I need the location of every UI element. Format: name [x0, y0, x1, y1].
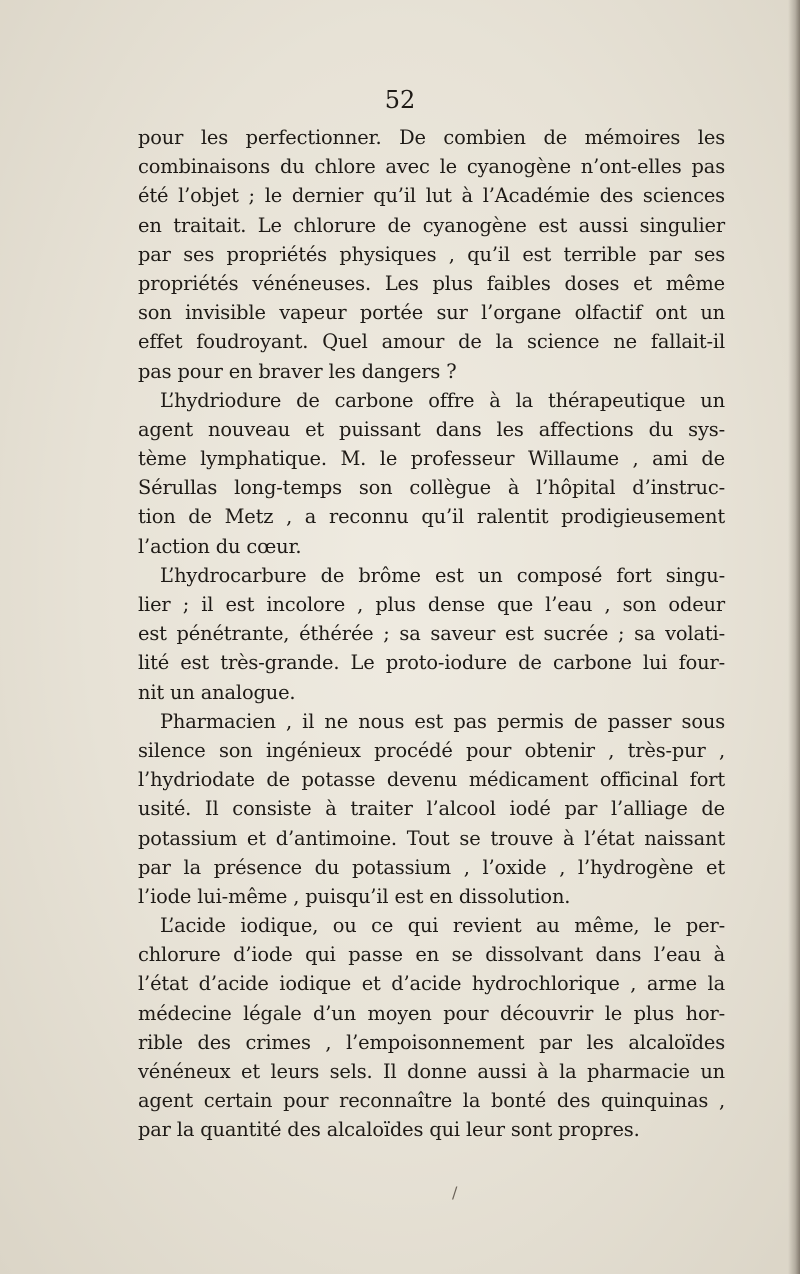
text-line: pas pour en braver les dangers ? — [138, 359, 457, 383]
text-line: tème lymphatique. M. le professeur Willaume , ami de — [138, 447, 725, 471]
text-line: l’état d’acide iodique et d’acide hydrochlorique , arme la — [138, 972, 725, 996]
paragraph — [138, 123, 725, 386]
text-line: effet foudroyant. Quel amour de la science ne fallait-il — [138, 330, 725, 354]
text-line: est pénétrante, éthérée ; sa saveur est sucrée ; sa volati- — [138, 622, 725, 646]
text-line: tion de Metz , a reconnu qu’il ralentit prodigieusement — [138, 505, 725, 529]
text-line: L’acide iodique, ou ce qui revient au même, le per- — [160, 914, 725, 938]
text-line: agent nouveau et puissant dans les affections du sys- — [138, 417, 725, 441]
paragraph — [138, 386, 725, 561]
text-line: lité est très-grande. Le proto-iodure de carbone lui four- — [138, 651, 725, 675]
text-line: nit un analogue. — [138, 680, 296, 704]
text-line: Sérullas long-temps son collègue à l’hôpital d’instruc- — [138, 476, 725, 500]
text-line: combinaisons du chlore avec le cyanogène n’ont-elles pas — [138, 155, 725, 179]
text-line: vénéneux et leurs sels. Il donne aussi à la pharmacie un — [138, 1060, 725, 1083]
text-line: pour les perfectionner. De combien de mémoires les — [138, 126, 725, 149]
page-number: 52 — [384, 86, 416, 114]
page-edge-shadow — [788, 0, 800, 1274]
paragraph — [138, 911, 725, 1145]
text-line: L’hydriodure de carbone offre à la thérapeutique un — [160, 388, 725, 412]
text-line: l’iode lui-même , puisqu’il est en dissolution. — [138, 884, 571, 908]
text-line: chlorure d’iode qui passe en se dissolvant dans l’eau à — [138, 943, 725, 967]
text-line: rible des crimes , l’empoisonnement par les alcaloïdes — [138, 1030, 725, 1054]
text-line: l’hydriodate de potasse devenu médicament officinal fort — [138, 768, 725, 792]
text-line: lier ; il est incolore , plus dense que l’eau , son odeur — [138, 593, 725, 616]
text-line: silence son ingénieux procédé pour obtenir , très-pur , — [138, 738, 725, 762]
text-line: Pharmacien , il ne nous est pas permis de passer sous — [160, 709, 725, 733]
footer-mark: / — [452, 1183, 458, 1202]
text-line: par la présence du potassium , l’oxide , l’hydrogène et — [138, 855, 725, 879]
text-line: L’hydrocarbure de brôme est un composé fort singu- — [160, 563, 725, 587]
text-line: par la quantité des alcaloïdes qui leur sont propres. — [138, 1118, 640, 1142]
text-line: propriétés vénéneuses. Les plus faibles doses et même — [138, 271, 725, 295]
body-text — [138, 123, 725, 1145]
paragraph — [138, 707, 725, 911]
text-line: son invisible vapeur portée sur l’organe olfactif ont un — [138, 301, 725, 325]
text-line: en traitait. Le chlorure de cyanogène est aussi singulier — [138, 213, 725, 237]
text-line: l’action du cœur. — [138, 534, 302, 558]
text-line: été l’objet ; le dernier qu’il lut à l’Académie des sciences — [138, 184, 725, 208]
text-line: potassium et d’antimoine. Tout se trouve à l’état naissant — [138, 826, 725, 850]
text-line: par ses propriétés physiques , qu’il est terrible par ses — [138, 242, 725, 266]
text-line: usité. Il consiste à traiter l’alcool iodé par l’alliage de — [138, 797, 725, 821]
paragraph — [138, 561, 725, 707]
text-line: agent certain pour reconnaître la bonté des quinquinas , — [138, 1089, 725, 1113]
text-line: médecine légale d’un moyen pour découvrir le plus hor- — [138, 1001, 725, 1025]
